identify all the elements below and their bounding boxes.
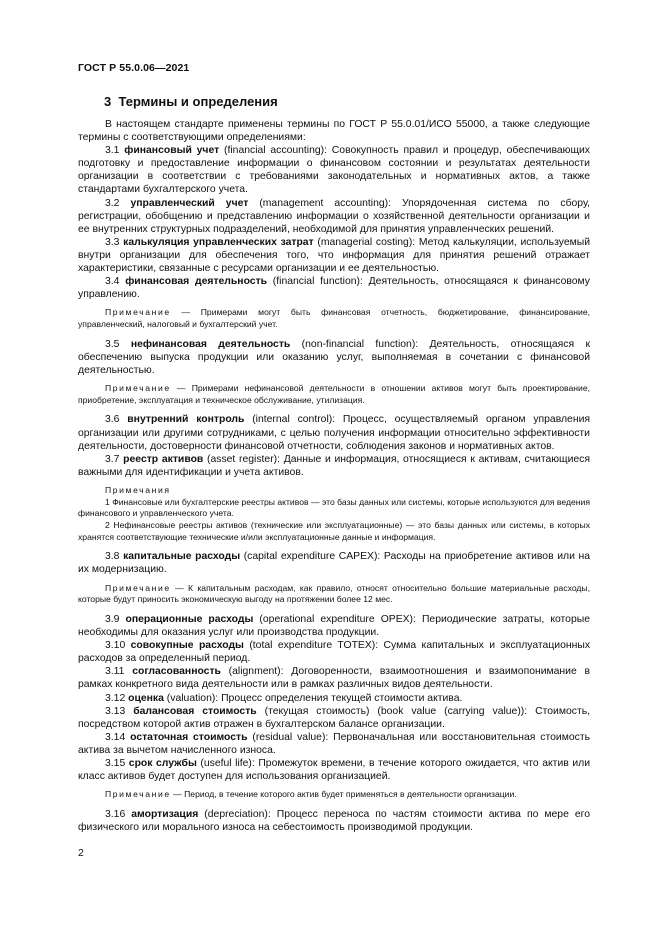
note-text: — Примерами могут быть финансовая отчетность, бюджетирование, финансирование, управленческий, налоговый и бухгалтерский учет. [78, 307, 590, 330]
term-number: 3.10 [105, 640, 126, 652]
term-name: финансовый учет [124, 145, 220, 157]
note-text: — К капитальным расходам, как правило, относят относительно большие материальные расходы, которые будут приносить экономическую выгоду на протяжении более 12 мес. [78, 582, 590, 605]
note-label: Примечание [105, 383, 171, 393]
term-definition: (total expenditure TOTEX): Сумма капитальных и эксплуатационных расходов за определенный период. [78, 640, 591, 665]
term-number: 3.1 [105, 145, 120, 157]
page-number: 2 [78, 847, 84, 859]
term-name: совокупные расходы [130, 640, 244, 652]
term-definition: (non-financial function): Деятельность, относящаяся к обеспечению выпуска продукции или оказанию услуг, выполняемая в сочетании с финансовой деятельностью. [78, 338, 590, 376]
term-paragraph [78, 639, 590, 665]
term-definition: (managerial costing): Метод калькуляции, используемый внутри организации для обеспечения того, что информация для принятия решений отражает характеристики, связанные с ресурсами организации и ее деятельностью. [78, 236, 591, 275]
term-number: 3.2 [105, 197, 120, 209]
note [78, 583, 590, 606]
term-number: 3.8 [105, 551, 120, 563]
term-paragraph [78, 550, 590, 576]
note-text: — Примерами нефинансовой деятельности в отношении активов могут быть проектирование, приобретение, эксплуатация и техническое обслуживание, утилизация. [78, 383, 590, 405]
term-name: остаточная стоимость [130, 731, 248, 743]
term-number: 3.4 [105, 276, 120, 288]
term-number: 3.15 [105, 758, 126, 770]
term-paragraph [78, 757, 590, 783]
term-paragraph [78, 665, 590, 691]
term-name: согласованность [132, 666, 221, 678]
term-name: калькуляция управленческих затрат [123, 236, 314, 248]
term-number: 3.5 [105, 338, 120, 350]
term-definition: (financial accounting): Совокупность правил и процедур, обеспечивающих подготовку и предоставление информации о финансовом состоянии и результатах деятельности организации в соответствии с требованиями законодательных и нормативных актов, а также стандартами бухгалтерского учета. [78, 145, 591, 196]
term-paragraph [78, 144, 590, 196]
term-number: 3.11 [105, 666, 125, 678]
term-name: внутренний контроль [127, 414, 245, 426]
term-number: 3.9 [105, 613, 120, 625]
term-definition: (текущая стоимость) (book value (carrying value)): Стоимость, посредством которой актив отражен в бухгалтерском балансе организации. [78, 705, 590, 730]
term-definition: (financial function): Деятельность, относящаяся к финансовому управлению. [78, 276, 591, 301]
section-title [104, 94, 278, 109]
term-paragraph [78, 236, 590, 275]
note-label: Примечание [105, 307, 171, 318]
term-definition: (internal control): Процесс, осуществляемый органом управления организации или другими сотрудниками, с целью получения информации относительно эффективности деятельности, достоверности финансовой отчетности, соблюдения законов и нормативных актов. [78, 414, 591, 452]
term-paragraph [78, 453, 590, 479]
term-name: управленческий учет [130, 197, 249, 209]
term-name: балансовая стоимость [133, 705, 257, 717]
term-definition: (valuation): Процесс определения текущей стоимости актива. [163, 692, 463, 704]
term-name: амортизация [131, 808, 199, 820]
term-definition: (operational expenditure OPEX): Периодические затраты, которые необходимы для оказания услуг или производства продукции. [78, 613, 590, 639]
term-number: 3.7 [105, 453, 120, 465]
term-name: капитальные расходы [123, 551, 241, 563]
intro-paragraph: В настоящем стандарте применены термины по ГОСТ Р 55.0.01/ИСО 55000, а также следующие термины с соответствующими определениями: [78, 119, 590, 144]
note-label: Примечание [105, 789, 171, 800]
term-number: 3.14 [105, 731, 126, 743]
note [78, 789, 590, 801]
term-number: 3.13 [105, 705, 126, 717]
term-paragraph [78, 808, 590, 834]
term-definition: (asset register): Данные и информация, относящиеся к активам, считающиеся важными для идентификации и учета активов. [78, 453, 590, 478]
standard-header: ГОСТ Р 55.0.06—2021 [78, 62, 190, 74]
note [78, 307, 590, 330]
term-name: реестр активов [123, 453, 204, 465]
term-paragraph [78, 275, 590, 301]
note-label: Примечание [105, 582, 171, 593]
term-paragraph [78, 197, 590, 236]
term-name: оценка [128, 692, 164, 704]
term-paragraph [78, 413, 590, 452]
term-name: финансовая деятельность [125, 276, 268, 288]
term-definition: (useful life): Промежуток времени, в течение которого ожидается, что актив или класс активов будет доступен для использования организацией. [78, 758, 590, 783]
notes-block [78, 485, 590, 544]
note-text: — Период, в течение которого актив будет применяться в деятельности организации. [170, 789, 517, 800]
term-number: 3.12 [105, 692, 126, 704]
term-number: 3.6 [105, 414, 120, 426]
notes-label: Примечания [105, 484, 171, 495]
note [78, 383, 590, 406]
term-name: операционные расходы [125, 613, 254, 625]
term-paragraph [78, 613, 590, 639]
document-body [78, 118, 590, 834]
term-paragraph [78, 692, 590, 705]
section-number: 3 [104, 94, 112, 109]
term-paragraph [78, 731, 590, 757]
term-paragraph [78, 338, 590, 377]
term-definition: (depreciation): Процесс переноса по частям стоимости актива по мере его физического или морального износа на себестоимость производимой продукции. [78, 808, 591, 833]
term-number: 3.3 [105, 236, 120, 248]
term-definition: (management accounting): Упорядоченная система по сбору, регистрации, обобщению и представлению информации о хозяйственной деятельности организации и ее внутренних структурных подразделений, необходимой для принятия управленческих решений. [78, 197, 591, 235]
term-definition: (alignment): Договоренности, взаимоотношения и взаимопонимание в рамках конкретного вида деятельности или в рамках различных видов деятельности. [78, 666, 590, 691]
term-paragraph [78, 705, 590, 731]
term-definition: (residual value): Первоначальная или восстановительная стоимость актива за вычетом начисленного износа. [78, 731, 590, 756]
section-title-text: Термины и определения [118, 94, 278, 109]
note-item: 1 Финансовые или бухгалтерские реестры активов — это базы данных или системы, которые используются для ведения финансового и управленческого учета. [78, 496, 590, 519]
term-name: нефинансовая деятельность [130, 338, 291, 350]
note-item: 2 Нефинансовые реестры активов (технические или эксплуатационные) — это базы данных или системы, в которых хранятся соответствующие технические и/или эксплуатационные данные и информация. [78, 519, 590, 542]
term-name: срок службы [128, 758, 197, 770]
term-number: 3.16 [105, 808, 126, 820]
term-definition: (capital expenditure CAPEX): Расходы на приобретение активов или на их модернизацию. [78, 551, 591, 576]
